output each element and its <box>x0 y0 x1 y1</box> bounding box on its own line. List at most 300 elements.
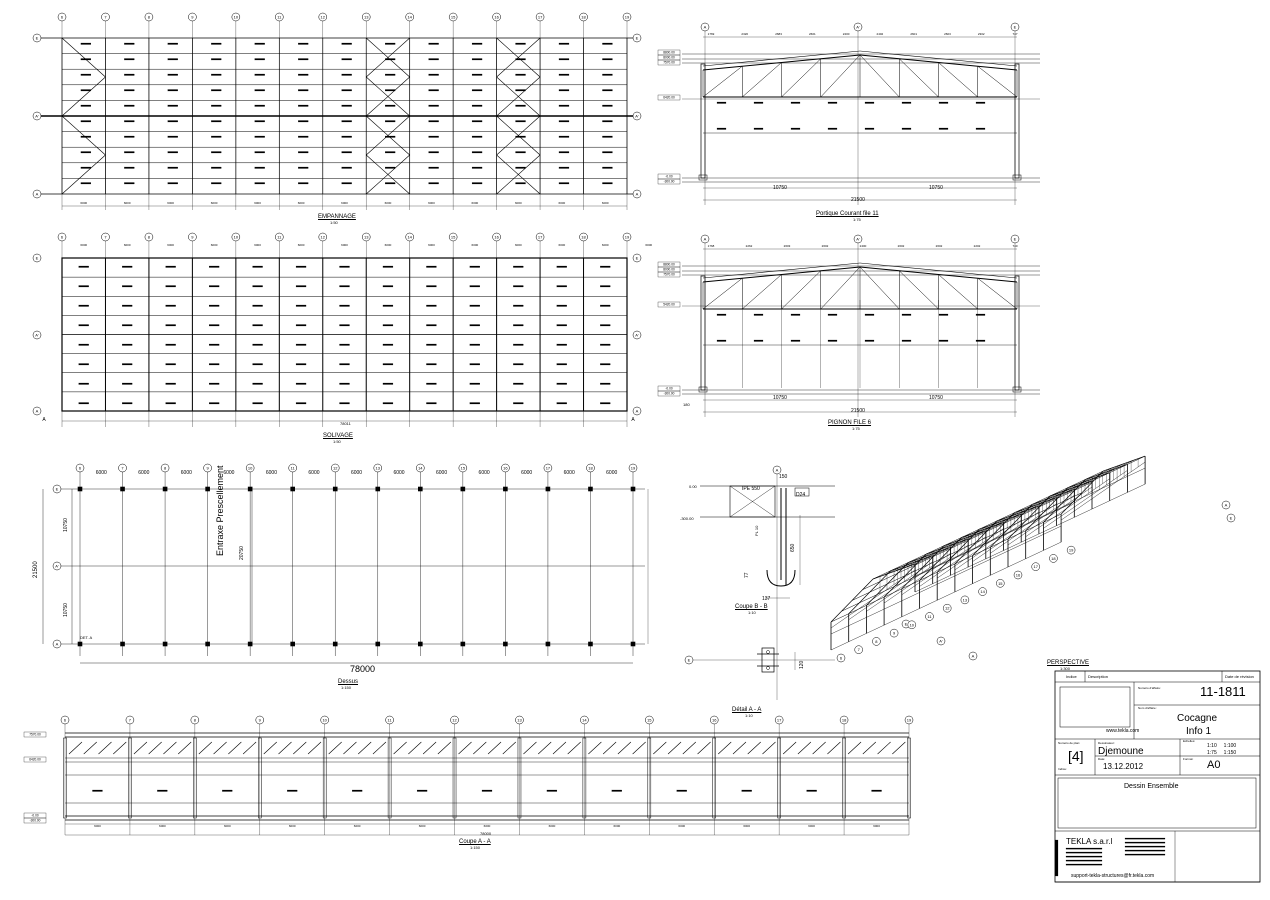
part-mark <box>559 136 569 138</box>
perspective-axis-bubble-label: A <box>1224 502 1228 508</box>
part-mark <box>559 183 569 185</box>
dessus-axis-bubble-label: 12 <box>333 465 338 471</box>
part-mark <box>124 90 134 92</box>
part-mark <box>168 105 178 107</box>
part-mark <box>166 325 176 327</box>
part-mark <box>600 305 610 307</box>
perspective-purlin <box>915 456 1145 564</box>
tb-format: A0 <box>1207 759 1221 771</box>
coupe-a-axis-bubble-label: 13 <box>517 717 522 723</box>
part-mark <box>81 152 91 154</box>
portique-view-part-mark <box>717 102 726 104</box>
part-mark <box>385 167 395 169</box>
part-mark <box>255 167 265 169</box>
tb-dessinateur-label: Dessinateur: <box>1098 741 1115 745</box>
perspective-purlin <box>884 467 1114 575</box>
dim-text: 6000 <box>123 201 131 205</box>
part-mark <box>122 364 132 366</box>
part-mark <box>166 403 176 405</box>
part-mark <box>559 90 569 92</box>
part-mark <box>166 286 176 288</box>
coupe-a-level-text: -300.00 <box>29 818 41 823</box>
part-mark <box>122 325 132 327</box>
coupe-a-bracing <box>134 742 147 754</box>
part-mark <box>426 305 436 307</box>
portique-view-diagonal-web <box>821 55 860 97</box>
part-mark <box>81 43 91 45</box>
bracing-line <box>62 155 105 194</box>
solivage-axis-bubble-label: 19 <box>624 234 630 240</box>
pignon-view-base-plate <box>1013 387 1021 392</box>
portique-view-level-text: -0.00 <box>665 174 673 179</box>
dessus-row-bubble-label: E <box>55 486 59 492</box>
part-mark <box>516 105 526 107</box>
coupe-a-axis-bubble-label: 6 <box>63 717 67 723</box>
portique-view-top-dim: 2601 <box>808 32 816 36</box>
dessus-spacing-text: 6000 <box>138 470 150 476</box>
dim-text: 6000 <box>210 243 218 247</box>
tb-nom-affaire-label: Nom d'affaire: <box>1138 706 1157 710</box>
dessus-axis-bubble-label: 18 <box>588 465 593 471</box>
empannage-axis-bubble-label: 12 <box>320 14 325 20</box>
portique-view-part-mark <box>791 128 800 130</box>
part-mark <box>429 90 439 92</box>
portique-view-level-text: 8800.00 <box>663 50 675 55</box>
coupe-a-axis-bubble-label: 8 <box>193 717 196 723</box>
part-mark <box>255 121 265 123</box>
dessus-spacing-text: 6000 <box>478 470 490 476</box>
tb-address-line <box>1125 854 1165 855</box>
dim-text: 6000 <box>210 201 218 205</box>
portique-view <box>658 23 1040 205</box>
view-scale-coupe-a: 1:150 <box>470 845 481 850</box>
part-mark <box>383 266 393 268</box>
part-mark <box>426 266 436 268</box>
part-mark <box>122 305 132 307</box>
dim-text: 6000 <box>297 201 305 205</box>
perspective-axis-bubble-label: 9 <box>892 630 896 636</box>
dim-text: 6000 <box>80 201 88 205</box>
coupe-a-dim-text: 6000 <box>159 824 166 828</box>
part-mark <box>513 325 523 327</box>
coupe-a-axis-bubble-label: 9 <box>258 717 261 723</box>
portique-span-right: 10750 <box>929 185 943 191</box>
coupe-a-dim-text: 6000 <box>678 824 686 828</box>
empannage-axis-bubble-label: 11 <box>277 14 282 20</box>
part-mark <box>516 167 526 169</box>
pignon-view-part-mark <box>939 314 948 316</box>
dim-text: 6000 <box>515 201 522 205</box>
part-mark <box>472 59 482 61</box>
part-mark <box>557 286 567 288</box>
part-mark <box>472 183 482 185</box>
part-mark <box>168 90 178 92</box>
part-mark <box>81 121 91 123</box>
coupe-b-level-0: 0.00 <box>689 484 697 489</box>
dim-text: 6000 <box>601 201 609 205</box>
coupe-a-bracing <box>264 742 277 754</box>
portique-view-part-mark <box>902 102 911 104</box>
dessus-axis-bubble-label: 14 <box>418 465 423 471</box>
part-mark <box>253 383 263 385</box>
dessus-axis-bubble-label: 17 <box>545 465 551 471</box>
part-mark <box>342 105 352 107</box>
empannage-row-bubble-label: A' <box>35 113 39 119</box>
part-mark <box>342 90 352 92</box>
tb-website: www.tekla.com <box>1106 728 1140 734</box>
dessus-half-dim-top: 10750 <box>63 518 69 532</box>
part-mark <box>124 59 134 61</box>
coupe-b-bolt: D24 <box>796 492 806 498</box>
tb-address-line <box>1125 838 1165 839</box>
pignon-view-part-mark <box>976 340 985 342</box>
solivage-row-bubble-label: A' <box>635 332 639 338</box>
perspective-axis-bubble-label: A <box>971 653 975 659</box>
part-mark <box>383 403 393 405</box>
coupe-a-bracing <box>438 742 451 754</box>
pignon-view-level-text: 8800.00 <box>663 262 675 267</box>
part-mark <box>124 183 134 185</box>
pignon-view-diagonal-web <box>742 275 781 310</box>
part-mark <box>472 74 482 76</box>
part-mark <box>209 266 219 268</box>
empannage-axis-bubble-label: 19 <box>624 14 630 20</box>
dessus-axis-bubble-label: 7 <box>121 465 124 471</box>
part-mark <box>470 364 480 366</box>
coupe-a-bracing <box>568 742 581 754</box>
perspective-axis-bubble-label: 16 <box>1015 572 1021 578</box>
portique-view-part-mark <box>791 102 800 104</box>
part-mark <box>296 286 306 288</box>
coupe-a-bracing <box>243 742 256 754</box>
part-mark <box>557 325 567 327</box>
part-mark <box>124 43 134 45</box>
portique-view-part-mark <box>865 102 874 104</box>
dim-text: 6000 <box>254 201 261 205</box>
dim-text: 6000 <box>558 201 566 205</box>
coupe-a-part-mark <box>287 790 297 792</box>
part-mark <box>342 43 352 45</box>
part-mark <box>383 286 393 288</box>
part-mark <box>168 121 178 123</box>
part-mark <box>600 364 610 366</box>
part-mark <box>383 344 393 346</box>
solivage-axis-bubble-label: 17 <box>537 234 543 240</box>
view-title-dessus: Dessus <box>338 679 359 685</box>
coupe-a-bracing <box>178 742 191 754</box>
tb-format-label: Format: <box>1183 757 1194 761</box>
part-mark <box>211 167 221 169</box>
portique-view-diagonal-web <box>742 63 781 98</box>
empannage-axis-bubble-label: 18 <box>581 14 586 20</box>
part-mark <box>516 121 526 123</box>
part-mark <box>296 266 306 268</box>
part-mark <box>79 305 89 307</box>
tb-date-header: Date de révision <box>1225 674 1254 679</box>
empannage-row-bubble-label: A <box>35 191 39 197</box>
tb-drawing-title: Dessin Ensemble <box>1124 783 1179 790</box>
view-title-solivage: SOLIVAGE <box>323 433 353 439</box>
part-mark <box>470 266 480 268</box>
part-mark <box>429 74 439 76</box>
portique-view-part-mark <box>939 102 948 104</box>
pignon-view-level-text: 8000.00 <box>663 267 675 272</box>
dessus-axis-bubble-label: 11 <box>290 465 295 471</box>
portique-view-level-text: -300.00 <box>663 179 675 184</box>
tb-address-line <box>1066 864 1102 865</box>
empannage-axis-bubble-label: 6 <box>60 14 64 20</box>
empannage-axis-bubble-label: 9 <box>191 14 194 20</box>
part-mark <box>298 90 308 92</box>
perspective-axis-bubble-label: 10 <box>909 622 915 628</box>
part-mark <box>383 364 393 366</box>
part-mark <box>340 305 350 307</box>
coupe-a-bracing <box>293 742 306 754</box>
portique-view-top-dim: 2402 <box>876 32 884 36</box>
empannage-row-bubble-label: E <box>635 35 639 41</box>
empannage-row-bubble-label: A <box>635 191 639 197</box>
part-mark <box>429 152 439 154</box>
coupe-a-bracing <box>408 742 421 754</box>
dessus-axis-bubble-label: 8 <box>163 465 167 471</box>
part-mark <box>255 152 265 154</box>
view-scale-detail-a: 1:10 <box>745 713 753 718</box>
part-mark <box>516 74 526 76</box>
part-mark <box>124 167 134 169</box>
pignon-view-part-mark <box>865 314 874 316</box>
portique-view-part-mark <box>754 102 763 104</box>
part-mark <box>557 344 567 346</box>
dessus-axis-bubble-label: 19 <box>630 465 636 471</box>
part-mark <box>516 43 526 45</box>
dessus-axis-bubble-label: 16 <box>503 465 508 471</box>
coupe-a-axis-bubble-label: 12 <box>452 717 457 723</box>
part-mark <box>472 167 482 169</box>
part-mark <box>426 344 436 346</box>
coupe-a-bracing <box>488 742 501 754</box>
tb-logo-box <box>1060 687 1130 727</box>
part-mark <box>79 403 89 405</box>
coupe-a-bracing <box>214 742 227 754</box>
coupe-a-bracing <box>473 742 486 754</box>
part-mark <box>298 59 308 61</box>
view-scale-coupe-b: 1:10 <box>748 610 756 615</box>
part-mark <box>255 59 265 61</box>
pignon-span-total: 21500 <box>851 408 865 414</box>
solivage-row-bubble-label: A <box>635 408 639 414</box>
part-mark <box>298 74 308 76</box>
portique-view-diagonal-web <box>978 66 1017 97</box>
coupe-a-bracing <box>279 742 292 754</box>
detail-a-bolt <box>767 667 770 670</box>
solivage-row-bubble-label: A' <box>35 332 39 338</box>
part-mark <box>211 74 221 76</box>
part-mark <box>79 325 89 327</box>
dessus-vertical-value: 20750 <box>239 546 245 560</box>
coupe-a-total-dim: 78000 <box>480 831 492 836</box>
coupe-a-dim-text: 6000 <box>353 824 361 828</box>
coupe-a-dim-text: 6000 <box>873 824 880 828</box>
portique-view-part-mark <box>828 102 837 104</box>
tb-address-line <box>1125 842 1165 843</box>
view-title-pignon: PIGNON FILE 6 <box>828 420 872 426</box>
coupe-a-dim-text: 6000 <box>743 824 751 828</box>
part-mark <box>255 136 265 138</box>
coupe-a-dim-text: 6000 <box>483 824 491 828</box>
pignon-view-part-mark <box>902 340 911 342</box>
part-mark <box>122 403 132 405</box>
coupe-a-bracing <box>863 742 876 754</box>
part-mark <box>124 136 134 138</box>
dessus-spacing-text: 6000 <box>223 470 235 476</box>
part-mark <box>209 344 219 346</box>
part-mark <box>209 403 219 405</box>
coupe-a-bracing <box>848 742 861 754</box>
pignon-view-part-mark <box>717 340 726 342</box>
part-mark <box>472 43 482 45</box>
part-mark <box>513 403 523 405</box>
part-mark <box>342 59 352 61</box>
part-mark <box>602 74 612 76</box>
part-mark <box>516 152 526 154</box>
part-mark <box>166 305 176 307</box>
view-scale-dessus: 1:150 <box>341 685 352 690</box>
perspective-axis-bubble-label: 6 <box>839 655 843 661</box>
coupe-a-dim-text: 6000 <box>94 824 101 828</box>
solivage-axis-bubble-label: 7 <box>104 234 107 240</box>
coupe-a-axis-bubble-label: 18 <box>841 717 847 723</box>
part-mark <box>513 344 523 346</box>
dim-text: 6000 <box>645 243 653 247</box>
pignon-view-top-dim: 740 <box>1012 244 1018 248</box>
part-mark <box>298 43 308 45</box>
pignon-view-part-mark <box>791 314 800 316</box>
dim-text: 6000 <box>558 243 566 247</box>
view-title-empannage: EMPANNAGE <box>318 214 356 220</box>
part-mark <box>209 325 219 327</box>
part-mark <box>211 90 221 92</box>
part-mark <box>168 59 178 61</box>
part-mark <box>255 43 265 45</box>
dessus-row-bubble-label: A' <box>55 563 59 569</box>
pignon-view-axis-bubble-label: A' <box>856 236 860 242</box>
part-mark <box>385 152 395 154</box>
coupe-a-part-mark <box>222 790 232 792</box>
coupe-a-dim-text: 6000 <box>223 824 231 828</box>
part-mark <box>342 183 352 185</box>
view-scale-solivage: 1:50 <box>333 439 341 444</box>
tb-date-label: Date: <box>1098 757 1106 761</box>
coupe-a-bracing <box>69 742 82 754</box>
pignon-view-diagonal-web <box>978 278 1017 309</box>
coupe-a-bracing <box>668 742 681 754</box>
part-mark <box>426 403 436 405</box>
pignon-view-level-text: 7570.00 <box>663 272 675 277</box>
dessus-spacing-text: 6000 <box>180 470 192 476</box>
coupe-a-bracing <box>698 742 711 754</box>
part-mark <box>211 121 221 123</box>
coupe-a-bracing <box>827 742 840 754</box>
coupe-a-part-mark <box>92 790 102 792</box>
dessus-axis-bubble-label: 15 <box>460 465 466 471</box>
empannage-axis-bubble-label: 13 <box>364 14 369 20</box>
part-mark <box>342 74 352 76</box>
perspective-axis-bubble-label: 12 <box>944 605 950 611</box>
part-mark <box>557 305 567 307</box>
tb-address-line <box>1125 846 1165 847</box>
dim-text: 6000 <box>428 243 435 247</box>
tb-email: support-tekla-structures@fr.tekla.com <box>1071 873 1155 879</box>
portique-view-diagonal-web <box>899 59 938 97</box>
part-mark <box>211 136 221 138</box>
pignon-view-part-mark <box>754 314 763 316</box>
view-scale-perspective: 1:300 <box>1060 666 1071 671</box>
perspective-axis-bubble-label: 18 <box>1051 555 1056 561</box>
tb-numero-plan: [4] <box>1068 748 1084 764</box>
perspective-purlin <box>842 503 1072 611</box>
pignon-view-base-plate <box>699 387 707 392</box>
solivage-axis-bubble-label: 9 <box>191 234 194 240</box>
coupe-b-dim-650: 650 <box>790 543 796 552</box>
dim-text: 6000 <box>167 201 174 205</box>
part-mark <box>600 403 610 405</box>
part-mark <box>472 152 482 154</box>
part-mark <box>253 286 263 288</box>
part-mark <box>383 325 393 327</box>
part-mark <box>385 121 395 123</box>
part-mark <box>340 266 350 268</box>
part-mark <box>298 105 308 107</box>
part-mark <box>79 286 89 288</box>
perspective-axis-bubble-label: 13 <box>962 597 968 603</box>
solivage-axis-bubble-label: 11 <box>277 234 282 240</box>
pignon-view-top-dim: 2602 <box>935 244 943 248</box>
portique-view-top-dim: 2683 <box>775 32 782 36</box>
title-block <box>1055 671 1260 882</box>
perspective-axis-bubble-label: 7 <box>857 647 860 653</box>
part-mark <box>298 167 308 169</box>
perspective-purlin <box>863 482 1093 590</box>
part-mark <box>602 43 612 45</box>
portique-view-part-mark <box>976 102 985 104</box>
portique-view-top-dim: 2603 <box>944 32 951 36</box>
view-scale-empannage: 1:50 <box>330 220 338 225</box>
portique-view-diagonal-web <box>703 66 742 97</box>
part-mark <box>470 403 480 405</box>
part-mark <box>340 364 350 366</box>
coupe-a-part-mark <box>677 790 687 792</box>
coupe-a-part-mark <box>807 790 817 792</box>
detail-a-dim: 120 <box>799 660 805 669</box>
coupe-a-bracing <box>113 742 126 754</box>
part-mark <box>298 121 308 123</box>
part-mark <box>559 105 569 107</box>
pignon-view-level-text: -300.00 <box>663 391 675 396</box>
part-mark <box>296 403 306 405</box>
part-mark <box>253 325 263 327</box>
coupe-a-axis-bubble-label: 17 <box>776 717 782 723</box>
part-mark <box>470 383 480 385</box>
dim-text: 6000 <box>341 201 348 205</box>
solivage-axis-bubble-label: 15 <box>450 234 456 240</box>
dessus-total-dim: 78000 <box>350 664 376 674</box>
coupe-a-part-mark <box>352 790 362 792</box>
part-mark <box>342 167 352 169</box>
coupe-a-bracing <box>503 742 516 754</box>
part-mark <box>385 43 395 45</box>
dessus-spacing-text: 6000 <box>606 470 618 476</box>
part-mark <box>211 152 221 154</box>
